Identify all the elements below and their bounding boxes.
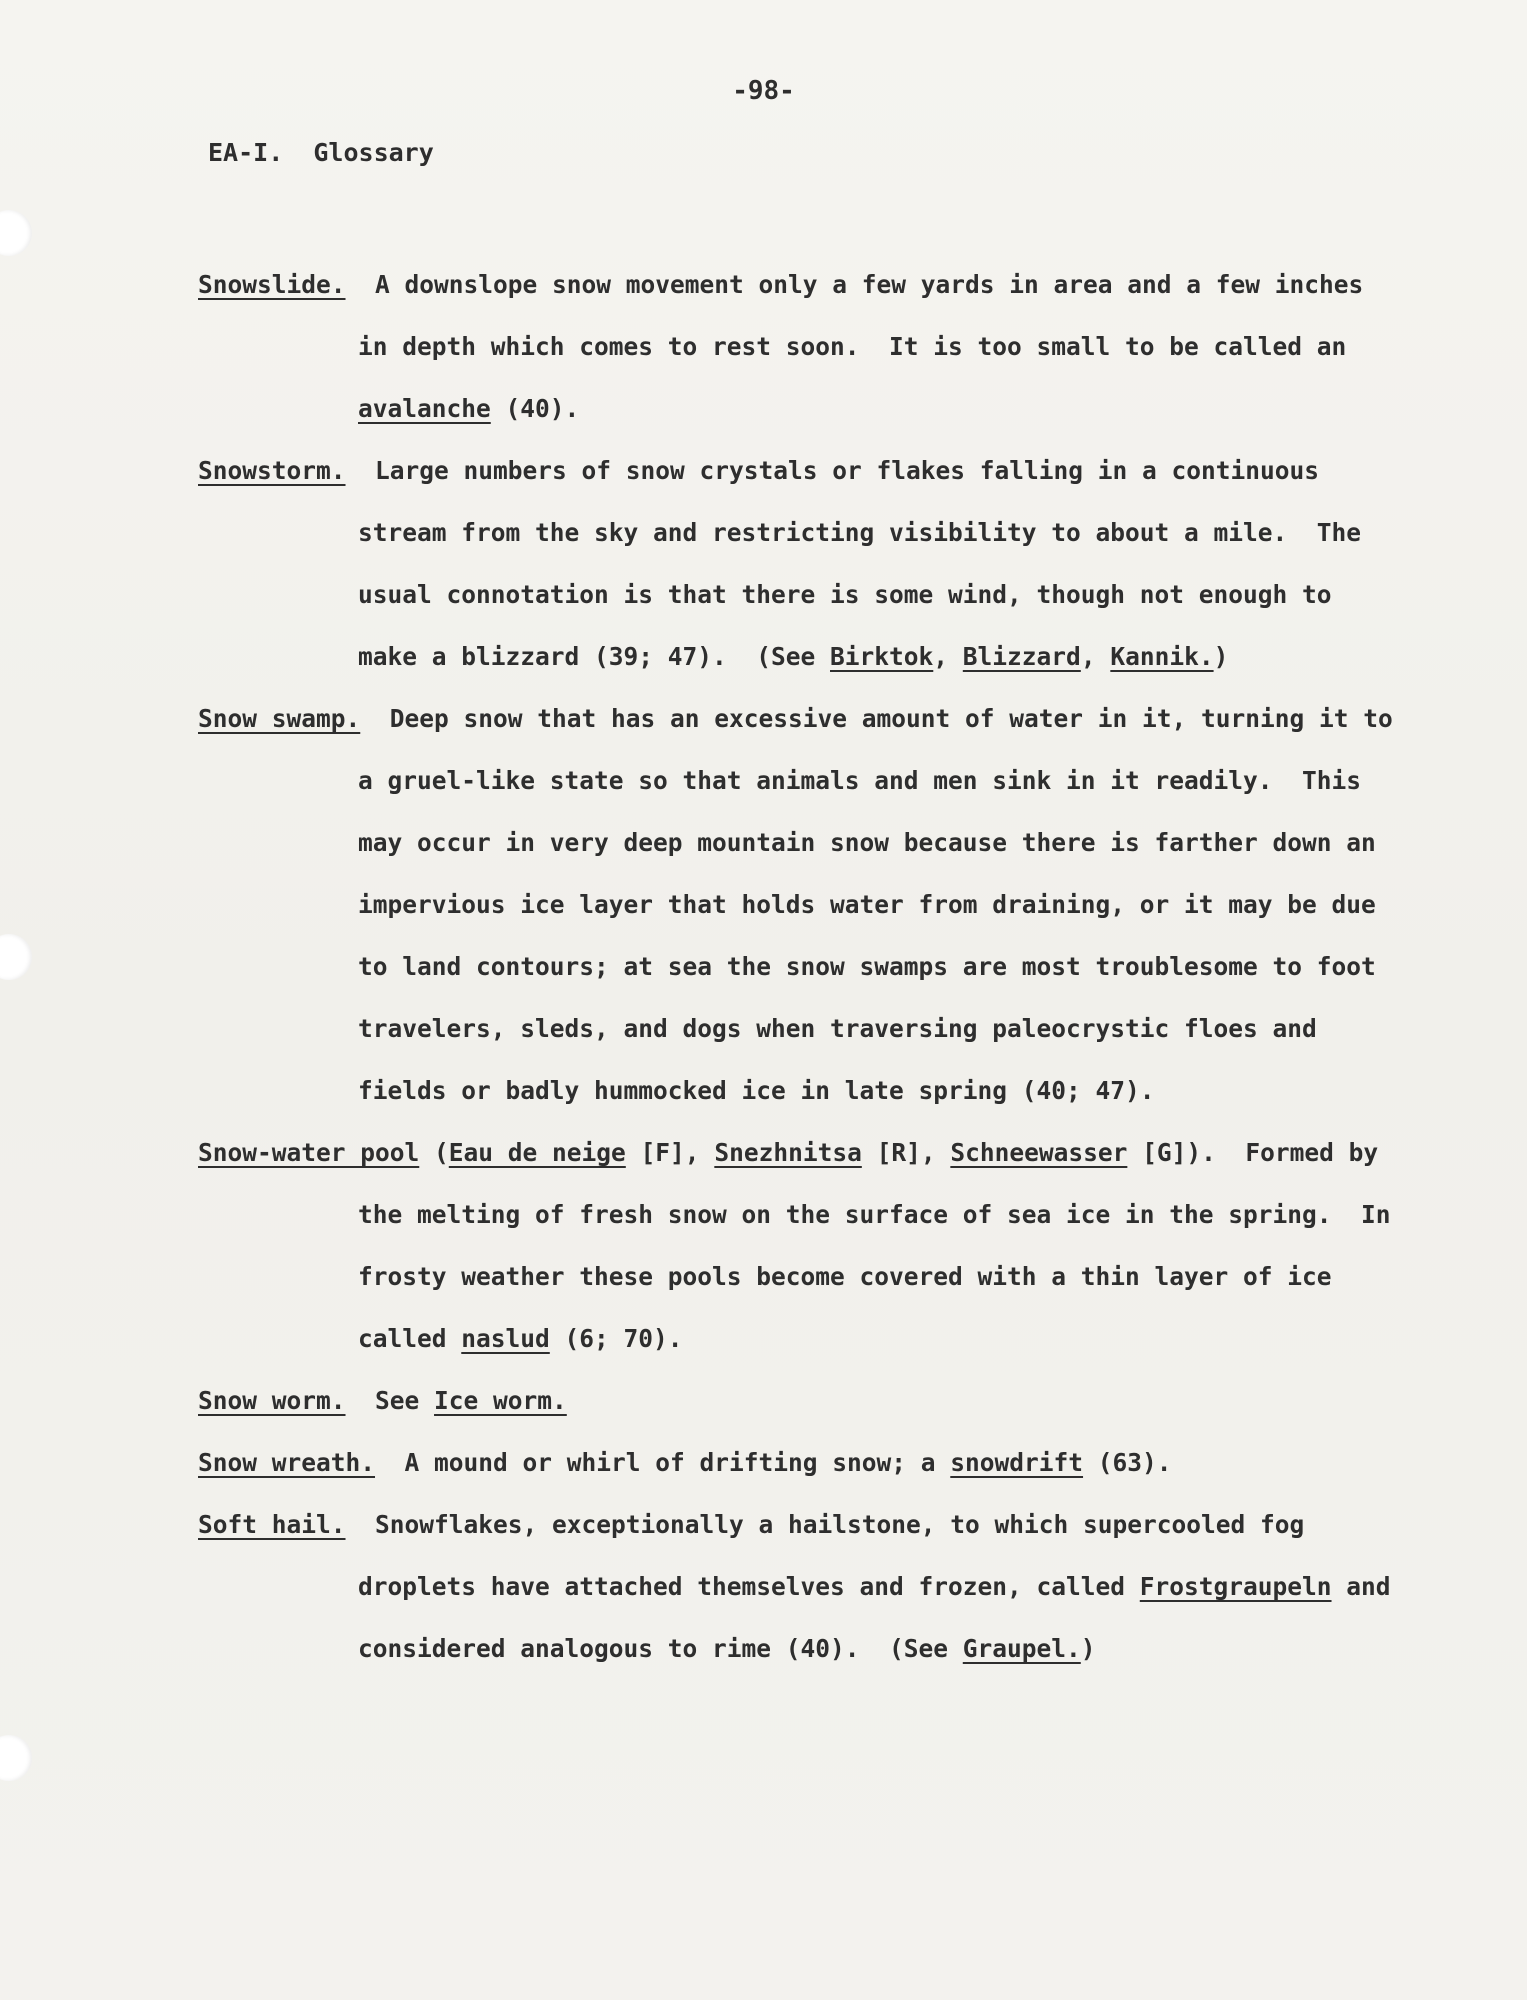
cross-reference: Eau de neige [448, 1138, 626, 1167]
glossary-entry-snow-water-pool [198, 1122, 1406, 1370]
cross-reference: Graupel. [962, 1634, 1081, 1663]
definition-text: and considered analogous to rime (40). (See [358, 1572, 1406, 1663]
definition-text: (63). [1083, 1448, 1172, 1477]
separator-text: [R], [861, 1138, 951, 1167]
glossary-entry-snow-swamp [198, 688, 1408, 1122]
cross-reference: Birktok [830, 642, 934, 671]
glossary-term: Snowstorm. [198, 456, 346, 485]
glossary-list [198, 254, 1408, 1680]
separator-text: , [933, 642, 963, 671]
definition-text: Deep snow that has an excessive amount of water in it, turning it to a gruel-like state so that animals and men sink in it readily. This may occur in very deep mountain snow because there is farther down an impervious ice layer that holds water from draining, or it may be due to land contours; at sea the snow swamps are most troublesome to foot travelers, sleds, and dogs when traversing paleocrystic floes and fields or badly hummocked ice in late spring (40; 47). [358, 704, 1408, 1105]
glossary-term: Snow swamp. [198, 704, 361, 733]
definition-text: See [345, 1386, 435, 1415]
glossary-term: Snow worm. [198, 1386, 346, 1415]
cross-reference: Kannik. [1110, 642, 1214, 671]
glossary-term: Snowslide. [198, 270, 346, 299]
definition-text: (6; 70). [549, 1324, 683, 1353]
glossary-entry-snow-worm [198, 1370, 1398, 1432]
definition-text: A downslope snow movement only a few yards in area and a few inches in depth which comes to rest soon. It is too small to be called an [345, 270, 1379, 361]
cross-reference: Ice worm. [434, 1386, 567, 1415]
definition-text: ) [1213, 642, 1229, 671]
punch-hole [0, 934, 32, 980]
definition-text: Large numbers of snow crystals or flakes falling in a continuous stream from the sky and restricting visibility to about a mile. The usual connotation is that there is some wind, though not enough to make a blizzard (39; 47). (See [345, 456, 1376, 671]
punch-hole [0, 210, 32, 256]
page-number: -98- [732, 76, 795, 106]
cross-reference: Snezhnitsa [714, 1138, 862, 1167]
definition-text: Snowflakes, exceptionally a hailstone, to which supercooled fog droplets have attached themselves and frozen, called [345, 1510, 1320, 1601]
cross-reference: Frostgraupeln [1139, 1572, 1332, 1601]
definition-text: A mound or whirl of drifting snow; a [375, 1448, 951, 1477]
glossary-entry-soft-hail [198, 1494, 1406, 1680]
glossary-entry-snow-wreath [198, 1432, 1398, 1494]
section-title: EA-I. Glossary [208, 138, 434, 167]
definition-text: (40). [490, 394, 580, 423]
cross-reference: snowdrift [950, 1448, 1084, 1477]
cross-reference: avalanche [358, 394, 491, 423]
definition-text: [G]). Formed by the melting of fresh snow on the surface of sea ice in the spring. In frosty weather these pools become covered with a thin layer of ice called [358, 1138, 1406, 1353]
cross-reference: naslud [461, 1324, 550, 1353]
separator-text: [F], [625, 1138, 715, 1167]
glossary-term: Soft hail. [198, 1510, 346, 1539]
cross-reference: Schneewasser [950, 1138, 1128, 1167]
definition-text: ( [419, 1138, 449, 1167]
glossary-term: Snow wreath. [198, 1448, 376, 1477]
cross-reference: Blizzard [962, 642, 1081, 671]
glossary-entry-snowstorm [198, 440, 1398, 688]
separator-text: , [1080, 642, 1111, 671]
glossary-term: Snow-water pool [198, 1138, 420, 1167]
glossary-entry-snowslide [198, 254, 1398, 440]
punch-hole [0, 1735, 32, 1781]
definition-text: ) [1080, 1634, 1096, 1663]
